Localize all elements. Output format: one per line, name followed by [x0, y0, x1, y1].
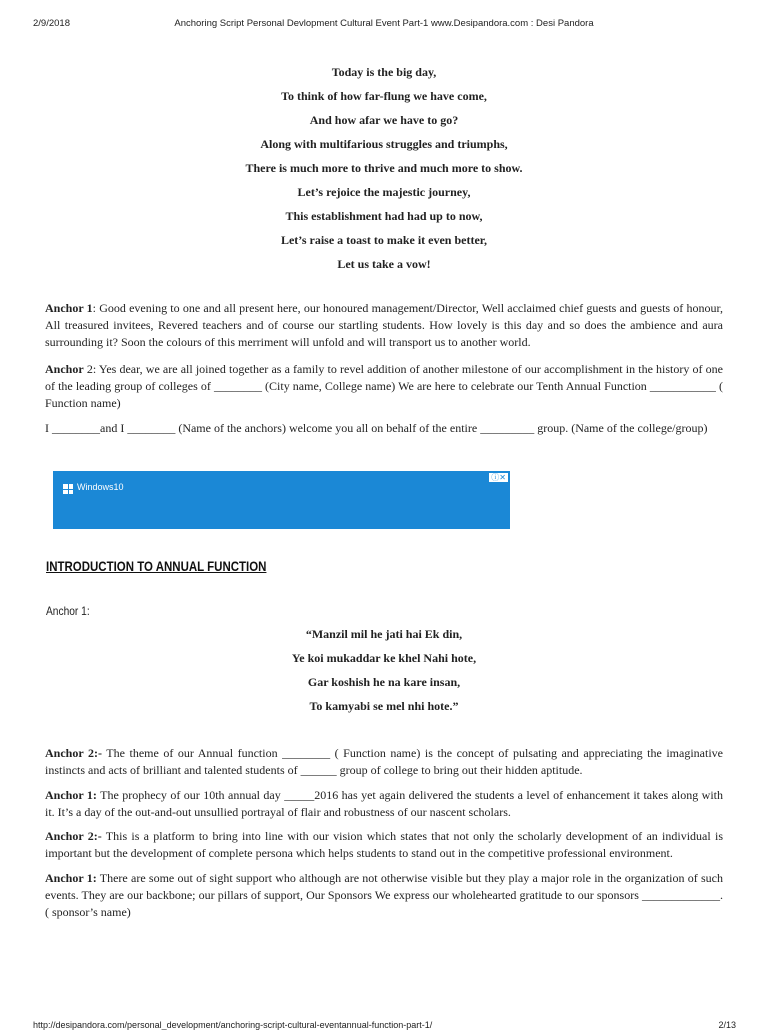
anchor-paragraph	[45, 745, 723, 779]
poem-line: And how afar we have to go?	[309, 113, 459, 127]
ad-choices-close-icon[interactable]: ⓘ✕	[491, 473, 506, 482]
opening-poem	[0, 64, 768, 280]
paragraph-text: 2: Yes dear, we are all joined together as a family to revel addition of another milestone of our accomplishment in the history of one of the leading group of colleges of ________ (City name, College name) We are here to celebrate our Tenth Annual Function ___________ ( Function name)	[45, 362, 723, 410]
anchor-paragraph	[45, 361, 723, 412]
section-heading: INTRODUCTION TO ANNUAL FUNCTION	[46, 558, 267, 574]
anchor-label: Anchor 1:	[45, 871, 97, 885]
poem-line: Today is the big day,	[331, 65, 437, 79]
anchor-label: Anchor 1	[45, 301, 93, 315]
anchor-label: Anchor 2:-	[45, 829, 102, 843]
paragraph-text: There are some out of sight support who although are not otherwise visible but they play a major role in the organization of such events. They are our backbone; our pillars of support, Our Sponsors We express our wholehearted gratitude to our sponsors _____________. ( sponsor’s name)	[45, 871, 724, 919]
page-number: 2/13	[718, 1020, 736, 1030]
poem-line: To kamyabi se mel nhi hote.”	[309, 699, 459, 713]
poem-line: Gar koshish he na kare insan,	[307, 675, 461, 689]
anchor-paragraph	[45, 300, 723, 351]
paragraph-text: The prophecy of our 10th annual day _____2016 has yet again delivered the students a level of enhancement it takes along with it. It’s a day of the out-and-out unsullied portrayal of flair and robustness of our nascent scholars.	[45, 788, 724, 819]
paragraph-text: The theme of our Annual function ________ ( Function name) is the concept of pulsating and appreciating the imaginative instincts and acts of brilliant and talented students of ______ group of college to bring out their hidden aptitude.	[45, 746, 723, 777]
print-page-url: http://desipandora.com/personal_development/anchoring-script-cultural-eventannual-function-part-1/	[33, 1020, 433, 1030]
poem-line: Ye koi mukaddar ke khel Nahi hote,	[291, 651, 477, 665]
anchor-paragraph	[45, 420, 723, 437]
ad-text: Windows10	[77, 482, 124, 492]
anchor-label: Anchor 1:	[45, 788, 97, 802]
poem-line: Let us take a vow!	[337, 257, 431, 271]
poem-line: “Manzil mil he jati hai Ek din,	[305, 627, 463, 641]
windows10-advertisement[interactable]	[53, 471, 510, 529]
anchor-paragraph	[45, 828, 723, 862]
hindi-couplet	[0, 626, 768, 722]
poem-line: There is much more to thrive and much more to show.	[245, 161, 523, 175]
anchor-paragraph	[45, 787, 723, 821]
paragraph-text: This is a platform to bring into line with our vision which states that not only the scholarly development of an individual is important but the development of complete persona which helps students to stand out in the competitive professional environment.	[45, 829, 723, 860]
paragraph-text: I ________and I ________ (Name of the anchors) welcome you all on behalf of the entire _________ group. (Name of the college/group)	[45, 421, 708, 435]
anchor-label: Anchor 2:-	[45, 746, 102, 760]
windows-logo-icon	[63, 484, 73, 494]
poem-line: Along with multifarious struggles and triumphs,	[260, 137, 508, 151]
poem-line: Let’s raise a toast to make it even better,	[280, 233, 488, 247]
poem-line: Let’s rejoice the majestic journey,	[297, 185, 471, 199]
print-date: 2/9/2018	[33, 18, 70, 29]
poem-line: This establishment had had up to now,	[285, 209, 483, 223]
anchor-label: Anchor 1:	[46, 604, 90, 618]
print-page-title: Anchoring Script Personal Devlopment Cultural Event Part-1 www.Desipandora.com : Desi Pandora	[174, 18, 594, 29]
anchor-paragraph	[45, 870, 723, 921]
paragraph-text: : Good evening to one and all present here, our honoured management/Director, Well acclaimed chief guests and guests of honour, All treasured invitees, Revered teachers and of course our startling students. How lovely is this day and so does the ambience and aura surrounding it? Soon the colours of this merriment will unfold and will transport us to another world.	[45, 301, 723, 349]
poem-line: To think of how far-flung we have come,	[281, 89, 487, 103]
anchor-label: Anchor	[45, 362, 84, 376]
